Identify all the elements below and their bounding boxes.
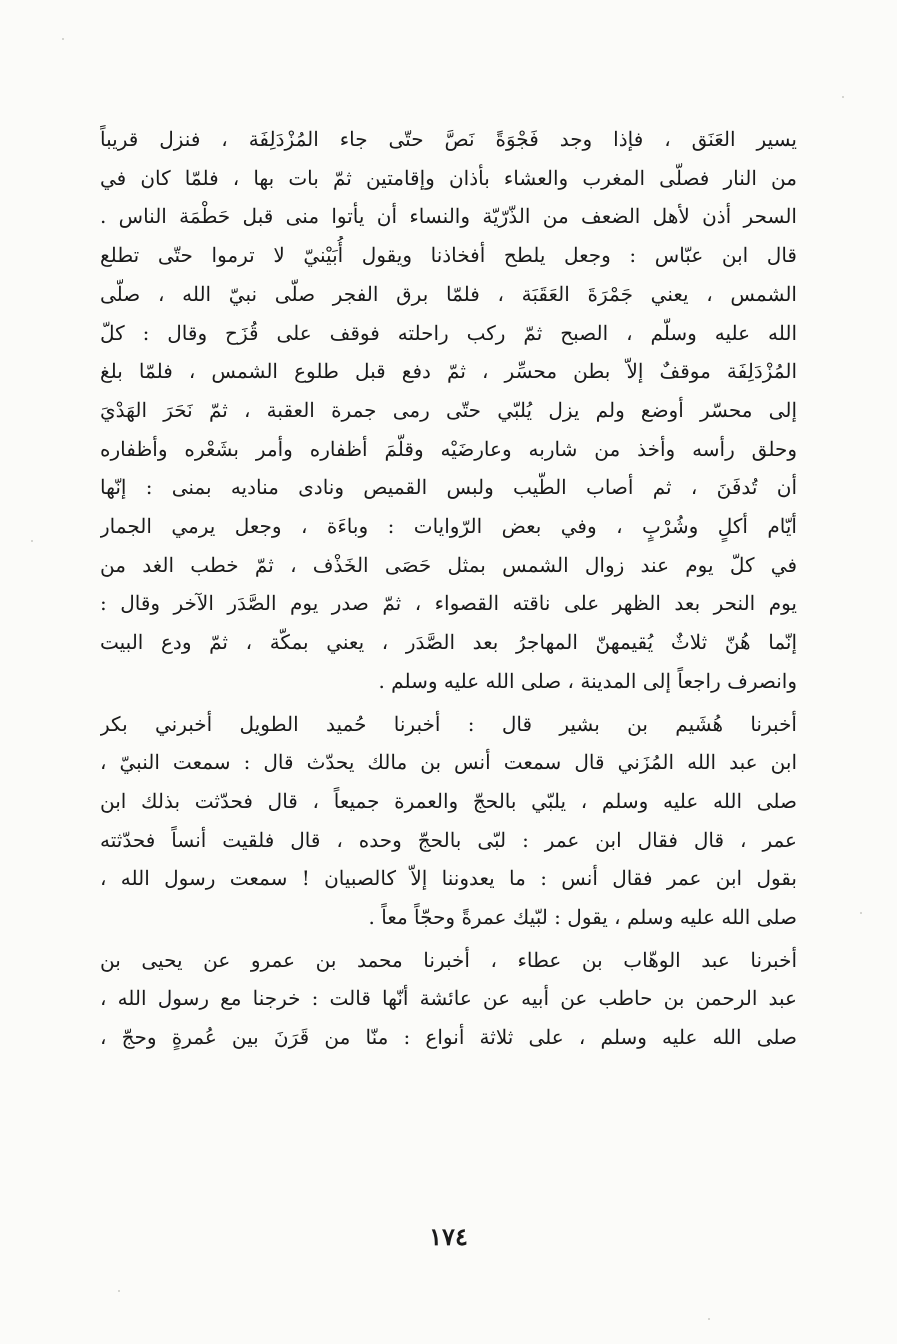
paragraph-2 (100, 705, 797, 937)
text-line: أخبرنا هُشَيم بن بشير قال : أخبرنا حُميد الطويل أخبرني بكر (100, 711, 797, 736)
text-line: أيّام أكلٍ وشُرْبٍ ، وفي بعض الرّوايات : وباءَة ، وجعل يرمي الجمار (100, 514, 797, 539)
text-line: أن تُدفَنَ ، ثم أصاب الطّيب ولبس القميص ونادى مناديه بمنى : إنّها (100, 475, 797, 500)
text-line: السحر أذن لأهل الضعف من الذّرّيّة والنساء أن يأتوا منى قبل حَطْمَة الناس . (100, 204, 797, 229)
paper-speck (860, 912, 862, 914)
book-page-body (100, 120, 797, 1057)
text-line: صلى الله عليه وسلم ، على ثلاثة أنواع : منّا من قَرَنَ بين عُمرةٍ وحجّ ، (100, 1025, 797, 1050)
text-line: صلى الله عليه وسلم ، يقول : لبّيك عمرةً وحجّاً معاً . (368, 905, 797, 930)
text-line: من النار فصلّى المغرب والعشاء بأذان وإقامتين ثمّ بات بها ، فلمّا كان في (100, 165, 797, 190)
text-line: أخبرنا عبد الوهّاب بن عطاء ، أخبرنا محمد بن عمرو عن يحيى بن (100, 947, 797, 972)
text-line: وانصرف راجعاً إلى المدينة ، صلى الله عليه وسلم . (378, 668, 797, 693)
paper-speck (31, 540, 33, 542)
text-line: ابن عبد الله المُزَني قال سمعت أنس بن مالك يحدّث قال : سمعت النبيّ ، (100, 750, 797, 775)
text-line: قال ابن عبّاس : وجعل يلطح أفخاذنا ويقول أُبَيْنيّ لا ترموا حتّى تطلع (100, 243, 797, 268)
text-line: الله عليه وسلّم ، الصبح ثمّ ركب راحلته فوقف على قُزَح وقال : كلّ (100, 320, 797, 345)
text-line: إلى محسّر أوضع ولم يزل يُلبّي حتّى رمى جمرة العقبة ، ثمّ نَحَرَ الهَدْيَ (100, 397, 797, 422)
page-number: ١٧٤ (429, 1222, 468, 1251)
text-line: بقول ابن عمر فقال أنس : ما يعدوننا إلاّ كالصبيان ! سمعت رسول الله ، (100, 866, 797, 891)
text-line: يوم النحر بعد الظهر على ناقته القصواء ، ثمّ صدر يوم الصَّدَر الآخر وقال : (100, 591, 797, 616)
text-line: عبد الرحمن بن حاطب عن أبيه عن عائشة أنّها قالت : خرجنا مع رسول الله ، (100, 986, 797, 1011)
text-line: في كلّ يوم عند زوال الشمس بمثل حَصَى الخَذْف ، ثمّ خطب الغد من (100, 552, 797, 577)
paper-speck (708, 1318, 710, 1320)
paper-speck (118, 1290, 120, 1292)
paper-speck (842, 96, 844, 98)
text-line: يسير العَنَق ، فإذا وجد فَجْوَةً نَصَّ حتّى جاء المُزْدَلِفَة ، فنزل قريباً (100, 127, 797, 151)
text-line: الشمس ، يعني جَمْرَةَ العَقَبَة ، فلمّا برق الفجر صلّى نبيّ الله ، صلّى (100, 281, 797, 306)
paper-speck (62, 38, 64, 40)
text-line: إنّما هُنّ ثلاثٌ يُقيمهنّ المهاجرُ بعد الصَّدَر ، يعني بمكّة ، ثمّ ودع البيت (100, 630, 797, 655)
text-line: وحلق رأسه وأخذ من شاربه وعارضَيْه وقلّمَ أظفاره وأمر بشَعْره وأظفاره (100, 436, 797, 461)
text-line: عمر ، قال فقال ابن عمر : لبّى بالحجّ وحده ، قال فلقيت أنساً فحدّثته (100, 827, 797, 852)
text-line: المُزْدَلِفَة موقفٌ إلاّ بطن محسِّر ، ثمّ دفع قبل طلوع الشمس ، فلمّا بلغ (100, 359, 797, 384)
paragraph-3 (100, 941, 797, 1057)
text-line: صلى الله عليه وسلم ، يلبّي بالحجّ والعمرة جميعاً ، قال فحدّثت بذلك ابن (100, 788, 797, 813)
paragraph-1 (100, 120, 797, 701)
